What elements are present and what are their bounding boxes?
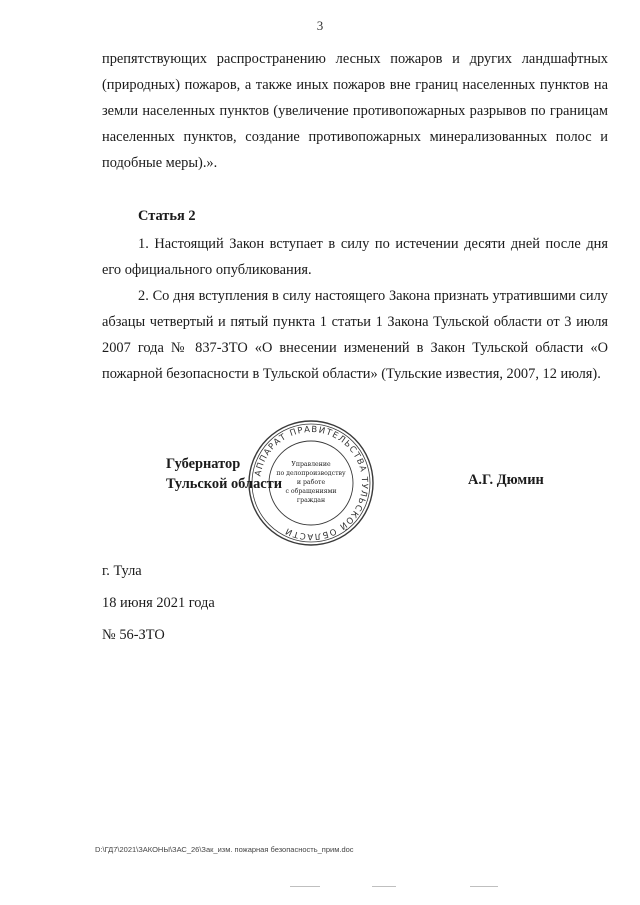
continuation-paragraph [102, 46, 608, 176]
seal-ring-text: АППАРАТ ПРАВИТЕЛЬСТВА ТУЛЬСКОЙ ОБЛАСТИ [253, 424, 370, 542]
clause-1: 1. Настоящий Закон вступает в силу по истечении десяти дней после дня его официального опубликования. [102, 236, 608, 278]
scan-artifact [470, 886, 498, 887]
article-body [102, 231, 608, 387]
seal-center-line: по делопроизводству [276, 470, 346, 477]
page-number: 3 [316, 18, 324, 33]
continuation-text: препятствующих распространению лесных пожаров и других ландшафтных (природных) пожаров, а также иных пожаров вне границ населенных пунктов на земли населенных пунктов (увеличение противопожарных разрывов по границам населенных пунктов, создание противопожарных минерализованных полос и подобные меры).». [102, 51, 608, 171]
scan-artifact [290, 886, 320, 887]
clause-2: 2. Со дня вступления в силу настоящего Закона признать утратившими силу абзацы четвертый и пятый пункта 1 статьи 1 Закона Тульской области от 3 июля 2007 года № 837-ЗТО «О внесении изменений в Закон Тульской области «О пожарной безопасности в Тульской области» (Тульские известия, 2007, 12 июля). [102, 288, 608, 382]
seal-center-line: граждан [296, 497, 326, 504]
scan-artifact [372, 886, 396, 887]
article-heading: Статья 2 [138, 208, 196, 224]
seal-center-line: Управление [291, 461, 331, 468]
law-number: № 56-ЗТО [102, 627, 165, 643]
file-path: D:\ГД7\2021\ЗАКОНЫ\ЗАС_26\Зак_изм. пожарная безопасность_прим.doc [95, 845, 354, 854]
signatory-title [166, 454, 282, 494]
place: г. Тула [102, 563, 142, 579]
signatory-title-line: Тульской области [166, 476, 283, 492]
signatory-title-line: Губернатор [166, 456, 241, 472]
seal-center-line: и работе [296, 479, 326, 486]
seal-center-line: с обращениями [285, 488, 337, 495]
date: 18 июня 2021 года [102, 595, 215, 611]
signatory-name: А.Г. Дюмин [468, 472, 544, 488]
